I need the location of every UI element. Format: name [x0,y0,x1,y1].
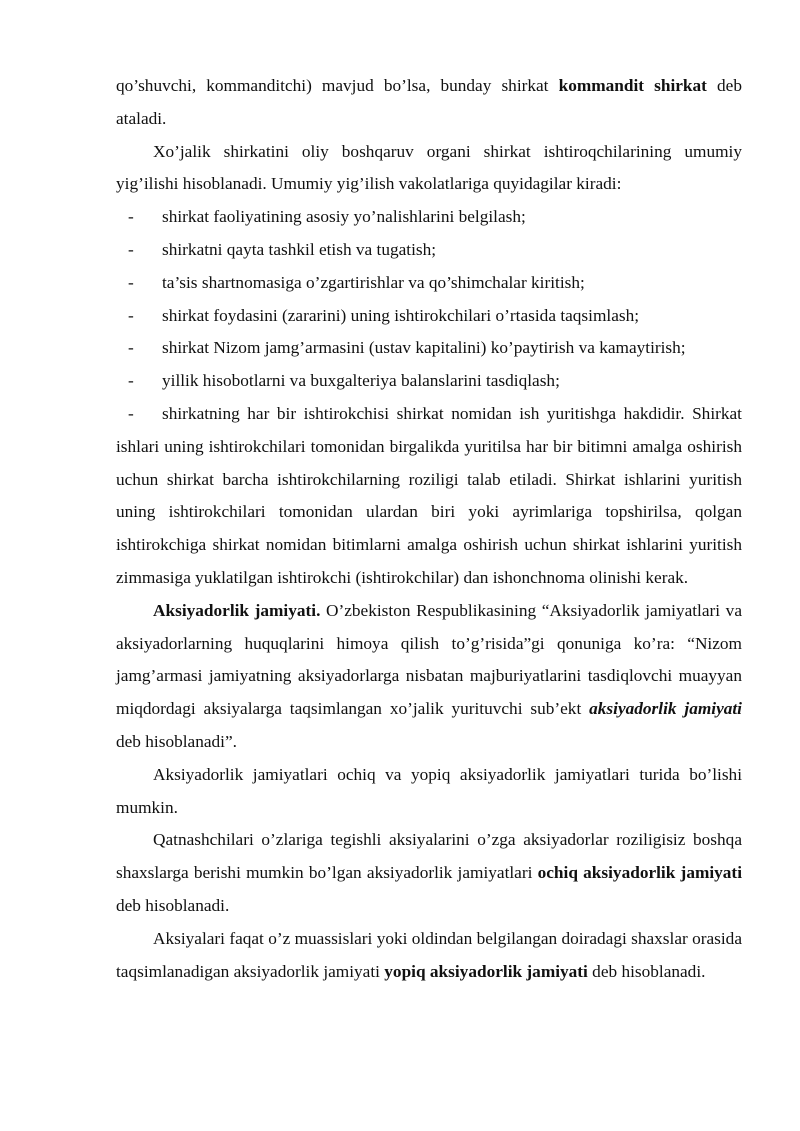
term-ochiq-aksiyadorlik-jamiyati: ochiq aksiyadorlik jamiyati [537,863,742,883]
list-dash: - [128,305,134,325]
paragraph-types: Aksiyadorlik jamiyatlari ochiq va yopiq aksiyadorlik jamiyatlari turida bo’lishi mumkin. [116,764,742,817]
text-run: deb hisoblanadi”. [116,731,237,751]
list-item [116,201,742,234]
list-dash: - [128,207,134,227]
paragraph-yopiq [116,923,742,989]
text-run: deb ataladi. [116,76,742,128]
list-dash: - [128,403,134,423]
list-item-extended [116,398,742,595]
paragraph-kommandit [116,70,742,136]
list-item-text: shirkatni qayta tashkil etish va tugatish; [162,239,437,259]
list-item-text: shirkat faoliyatining asosiy yo’nalishlarini belgilash; [162,207,526,227]
text-run: O’zbekiston Respublikasining “Aksiyadorlik jamiyatlari va aksiyadorlarning huquqlarini himoya qilish to’g’risida”gi qonuniga ko’ra: “Nizom jamg’armasi jamiyatning aksiyadorlarga nisbatan majburiyatlarini tasdiqlovchi muayyan miqdordagi aksiyalarga taqsimlangan xo’jalik yurituvchi sub’ekt [116,600,742,719]
text-run: qo’shuvchi, kommanditchi) mavjud bo’lsa, bunday shirkat [116,76,559,95]
paragraph-ochiq [116,824,742,922]
list-dash: - [128,338,134,358]
list-item-text: shirkatning har bir ishtirokchisi shirkat nomidan ish yuritishga hakdidir. Shirkat ishlari uning ishtirokchilari tomonidan birgalikda yuritilsa har bir bitimni amalga oshirish uchun shirkat barcha ishtirokchilarning roziligi talab etiladi. Shirkat ishlarini yuritish uning ishtirokchilari tomonidan ulardan biri yoki ayrimlariga topshirilsa, qolgan ishtirokchiga shirkat nomidan bitimlarni amalga oshirish uchun shirkat ishlarini yuritish zimmasiga yuklatilgan ishtirokchi (ishtirokchilar) dan ishonchnoma olinishi kerak. [116,403,742,587]
list-item [116,267,742,300]
list-item [116,234,742,267]
list-dash: - [128,239,134,259]
list-item-text: shirkat foydasini (zararini) uning ishtirokchilari o’rtasida taqsimlash; [162,305,640,325]
text-run: deb hisoblanadi. [116,895,230,915]
text-run: deb hisoblanadi. [587,961,706,981]
paragraph-general-meeting: Xo’jalik shirkatini oliy boshqaruv organi shirkat ishtiroqchilarining umumiy yig’ilishi hisoblanadi. Umumiy yig’ilish vakolatlariga quyidagilar kiradi: [116,141,742,194]
text-run: Aksiyalari faqat o’z muassislari yoki oldindan belgilangan doiradagi shaxslar orasida taqsimlanadigan aksiyadorlik jamiyati [116,928,742,981]
powers-list [116,201,742,595]
list-dash: - [128,371,134,391]
list-item-text: yillik hisobotlarni va buxgalteriya balanslarini tasdiqlash; [162,371,560,391]
text-run: Qatnashchilari o’zlariga tegishli aksiyalarini o’zga aksiyadorlar roziligisiz boshqa shaxslarga berishi mumkin bo’lgan aksiyadorlik jamiyatlari [116,830,742,883]
document-page [116,70,742,988]
term-kommandit-shirkat: kommandit shirkat [558,76,707,95]
list-item [116,332,742,365]
term-yopiq-aksiyadorlik-jamiyati: yopiq aksiyadorlik jamiyati [384,961,588,981]
list-item [116,300,742,333]
paragraph-aksiyadorlik-definition [116,595,742,759]
list-item-text: shirkat Nizom jamg’armasini (ustav kapitalini) ko’paytirish va kamaytirish; [162,338,686,358]
term-aksiyadorlik-jamiyati: aksiyadorlik jamiyati [589,699,742,719]
list-item-text: ta’sis shartnomasiga o’zgartirishlar va qo’shimchalar kiritish; [162,272,585,292]
section-heading: Aksiyadorlik jamiyati. [153,600,321,620]
list-item [116,365,742,398]
list-dash: - [128,272,134,292]
